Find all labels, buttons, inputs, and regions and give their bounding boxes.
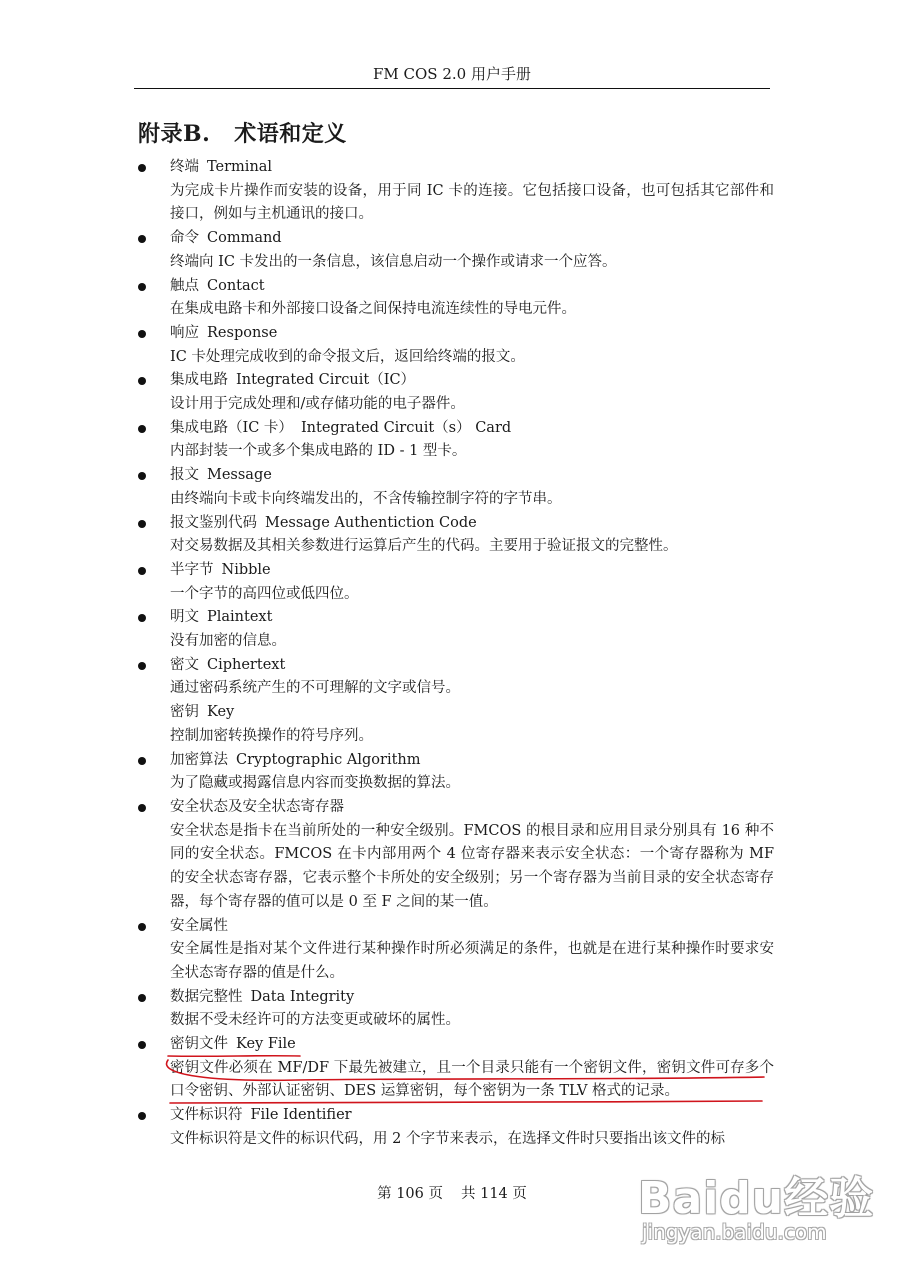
term-zh: 密钥 bbox=[170, 704, 199, 721]
term-key-line bbox=[138, 701, 778, 725]
term-zh: 半字节 bbox=[170, 561, 214, 578]
bullet-icon bbox=[138, 567, 146, 575]
term-zh: 报文鉴别代码 bbox=[170, 514, 257, 531]
term-en: Integrated Circuit（s） Card bbox=[300, 419, 512, 436]
running-header: FM COS 2.0 用户手册 bbox=[373, 65, 531, 83]
term-item-security-attribute bbox=[138, 915, 778, 986]
term-item-nibble bbox=[138, 559, 778, 606]
term-en: Response bbox=[207, 324, 278, 341]
term-zh: 文件标识符 bbox=[170, 1107, 243, 1124]
bullet-icon bbox=[138, 164, 146, 172]
bullet-icon bbox=[138, 330, 146, 338]
bullet-icon bbox=[138, 520, 146, 528]
term-item-key-file bbox=[138, 1033, 778, 1104]
term-en: Terminal bbox=[207, 159, 273, 175]
bullet-icon bbox=[138, 994, 146, 1002]
term-en: Plaintext bbox=[207, 609, 273, 626]
term-definition: IC 卡处理完成收到的命令报文后，返回给终端的报文。 bbox=[170, 348, 525, 365]
term-zh: 数据完整性 bbox=[170, 988, 243, 1005]
appendix-title: 术语和定义 bbox=[234, 121, 347, 147]
watermark-url: jingyan.baidu.com bbox=[642, 1220, 827, 1244]
term-en: File Identifier bbox=[250, 1107, 352, 1124]
term-definition: 安全状态是指卡在当前所处的一种安全级别。FMCOS 的根目录和应用目录分别具有 16 种不同的安全状态。FMCOS 在卡内部用两个 4 位寄存器来表示安全状态：一个寄存器称为 MF 的安全状态寄存器，它表示整个卡所处的安全级别；另一个寄存器为当前目录的安全状态寄存器，每个寄存器的值可以是 0 至 F 之间的某一值。 bbox=[170, 822, 774, 910]
term-item-integrated-circuit bbox=[138, 369, 778, 416]
term-en: Message bbox=[207, 467, 272, 484]
term-definition: 数据不受未经许可的方法变更或破坏的属性。 bbox=[170, 1012, 460, 1029]
term-item-ic-card bbox=[138, 417, 778, 464]
baidu-watermark bbox=[628, 1152, 878, 1262]
term-item-mac bbox=[138, 512, 778, 559]
term-zh: 响应 bbox=[170, 324, 199, 341]
term-definition: 没有加密的信息。 bbox=[170, 633, 286, 650]
appendix-heading bbox=[138, 118, 347, 150]
term-definition: 设计用于完成处理和/或存储功能的电子器件。 bbox=[170, 396, 465, 413]
term-zh: 安全状态及安全状态寄存器 bbox=[170, 798, 344, 815]
term-en: Cryptographic Algorithm bbox=[236, 751, 421, 768]
term-definition: 由终端向卡或卡向终端发出的，不含传输控制字符的字节串。 bbox=[170, 490, 562, 507]
term-item-plaintext bbox=[138, 606, 778, 653]
term-zh: 集成电路 bbox=[170, 372, 228, 389]
watermark-brand: Baidu经验 bbox=[638, 1173, 875, 1224]
bullet-icon bbox=[138, 283, 146, 291]
term-en: Ciphertext bbox=[207, 656, 286, 673]
term-en: Message Authentiction Code bbox=[265, 514, 477, 531]
page-number: 第 106 页 bbox=[377, 1186, 443, 1202]
header-rule bbox=[134, 88, 770, 89]
term-definition: 安全属性是指对某个文件进行某种操作时所必须满足的条件，也就是在进行某种操作时要求安全状态寄存器的值是什么。 bbox=[170, 941, 774, 981]
term-definition: 控制加密转换操作的符号序列。 bbox=[170, 727, 373, 744]
term-zh: 加密算法 bbox=[170, 751, 228, 768]
term-definition: 内部封装一个或多个集成电路的 ID - 1 型卡。 bbox=[170, 443, 467, 460]
term-item-terminal bbox=[138, 156, 778, 227]
term-definition: 一个字节的高四位或低四位。 bbox=[170, 585, 359, 602]
term-definition: 通过密码系统产生的不可理解的文字或信号。 bbox=[170, 680, 460, 697]
term-zh: 密钥文件 bbox=[170, 1036, 228, 1053]
term-item-ciphertext bbox=[138, 654, 778, 749]
bullet-icon bbox=[138, 804, 146, 812]
term-definition: 密钥文件必须在 MF/DF 下最先被建立，且一个目录只能有一个密钥文件，密钥文件可存多个口令密钥、外部认证密钥、DES 运算密钥，每个密钥为一条 TLV 格式的记录。 bbox=[170, 1059, 774, 1100]
term-definition: 在集成电路卡和外部接口设备之间保持电流连续性的导电元件。 bbox=[170, 301, 576, 318]
term-en: Contact bbox=[207, 277, 265, 294]
term-definition: 对交易数据及其相关参数进行运算后产生的代码。主要用于验证报文的完整性。 bbox=[170, 538, 678, 555]
bullet-icon bbox=[138, 662, 146, 670]
term-definition: 为完成卡片操作而安装的设备，用于同 IC 卡的连接。它包括接口设备，也可包括其它部件和接口，例如与主机通讯的接口。 bbox=[170, 182, 774, 223]
term-en: Integrated Circuit（IC） bbox=[236, 372, 416, 389]
term-zh: 命令 bbox=[170, 230, 199, 247]
term-en: Key File bbox=[236, 1036, 296, 1053]
term-zh: 安全属性 bbox=[170, 917, 228, 934]
page-total: 共 114 页 bbox=[461, 1186, 527, 1202]
term-item-command bbox=[138, 227, 778, 274]
term-zh: 报文 bbox=[170, 467, 199, 484]
bullet-icon bbox=[138, 757, 146, 765]
term-item-response bbox=[138, 322, 778, 369]
bullet-icon bbox=[138, 1041, 146, 1049]
term-definition: 终端向 IC 卡发出的一条信息，该信息启动一个操作或请求一个应答。 bbox=[170, 253, 617, 270]
term-item-file-identifier bbox=[138, 1104, 778, 1151]
term-item-cryptographic-algorithm bbox=[138, 749, 778, 796]
term-zh: 明文 bbox=[170, 609, 199, 626]
appendix-label: 附录B. bbox=[138, 121, 211, 147]
term-zh: 集成电路（IC 卡） bbox=[170, 419, 293, 436]
term-en: Key bbox=[207, 704, 235, 721]
term-zh: 密文 bbox=[170, 656, 199, 673]
term-item-contact bbox=[138, 275, 778, 322]
term-list bbox=[138, 156, 778, 1152]
bullet-icon bbox=[138, 923, 146, 931]
term-zh: 终端 bbox=[170, 159, 199, 175]
term-definition: 为了隐藏或揭露信息内容而变换数据的算法。 bbox=[170, 775, 460, 792]
term-item-message bbox=[138, 464, 778, 511]
term-zh: 触点 bbox=[170, 277, 199, 294]
term-en: Data Integrity bbox=[250, 988, 355, 1005]
term-en: Command bbox=[207, 230, 282, 247]
term-definition: 文件标识符是文件的标识代码，用 2 个字节来表示，在选择文件时只要指出该文件的标 bbox=[170, 1130, 725, 1147]
term-en: Nibble bbox=[221, 561, 271, 578]
term-item-data-integrity bbox=[138, 986, 778, 1033]
term-item-security-state bbox=[138, 796, 778, 915]
bullet-icon bbox=[138, 425, 146, 433]
